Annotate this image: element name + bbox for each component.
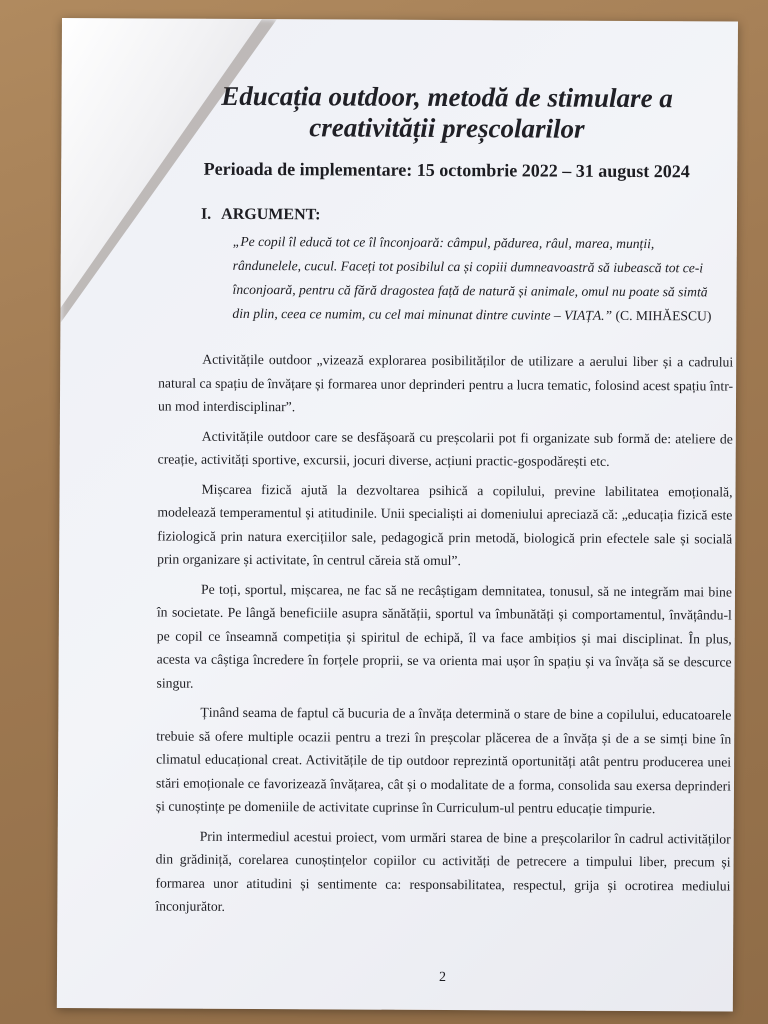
quote-text: „Pe copil îl educă tot ce îl înconjoară: câmpul, pădurea, râul, marea, munții, rândunelele, cucul. Faceți tot posibilul ca și copiii dumneavoastră să iubească tot ce-i înconjoară, pentru că fără dragostea față de natură și animale, omul nu poate să simtă din plin, ceea ce numim, cu cel mai minunat dintre cuvinte – VIAȚA.” xyxy=(232,233,708,323)
quote-attribution: (C. MIHĂESCU) xyxy=(615,307,712,324)
page-content xyxy=(155,80,734,986)
title-line-1: Educația outdoor, metodă de stimulare a xyxy=(221,80,673,114)
section-heading xyxy=(201,206,734,227)
title-line-2: creativității preșcolarilor xyxy=(309,112,585,144)
body-paragraph: Prin intermediul acestui proiect, vom urmări starea de bine a preșcolarilor în cadrul activităților din grădiniță, corelarea cunoștințelor copiilor cu activități de petrecere a timpului liber, precum și formarea unor atitudini și sentimente ca: responsabilitatea, respectul, grija și ocrotirea mediului înconjurător. xyxy=(155,828,731,914)
section-title: ARGUMENT: xyxy=(221,205,321,224)
document-title xyxy=(159,81,734,146)
motto-quote xyxy=(232,230,712,329)
document-page xyxy=(57,18,738,1012)
page-number: 2 xyxy=(438,969,447,986)
body-paragraph: Pe toți, sportul, mișcarea, ne fac să ne recâștigam demnitatea, tonusul, să ne integrăm mai bine în societate. Pe lângă beneficiile asupra sănătății, sportul va îmbunătăți și comportamentul, învățându-l pe copil ce înseamnă competiția și spiritul de echipă, îl va face ambițios și mai disciplinat. În plus, acesta va câștiga încredere în forțele proprii, se va orienta mai ușor în spațiu și va învăța să se descurce singur. xyxy=(156,581,733,691)
section-number: I. xyxy=(200,205,212,223)
body-paragraph: Activitățile outdoor care se desfășoară cu preșcolarii pot fi organizate sub formă de: ateliere de creație, activități sportive, excursii, jocuri diverse, acțiuni practic-gospodărești etc. xyxy=(157,428,733,469)
body-paragraph: Mișcarea fizică ajută la dezvoltarea psihică a copilului, previne labilitatea emoțională, modelează temperamentul și atitudinile. Unii specialiști ai domeniului apreciază că: „educația fizică este fiziologică prin natura exercițiilor sale, pedagogică prin metodă, biologică prin efectele sale și socială prin organizare și activitate, în centrul căreia stă omul”. xyxy=(157,481,733,569)
implementation-period: Perioada de implementare: 15 octombrie 2022 – 31 august 2024 xyxy=(203,158,690,182)
body-paragraph: Activitățile outdoor „vizează explorarea posibilităților de utilizare a aerului liber și a cadrului natural ca spațiu de învățare și formarea unor deprinderi pentru a lucra tematic, folosind acest spațiu într-un mod interdisciplinar”. xyxy=(157,351,734,415)
body-paragraph: Ținând seama de faptul că bucuria de a învăța determină o stare de bine a copilului, educatoarele trebuie să ofere multiple ocazii pentru a trezi în preșcolar plăcerea de a învăța și de a se simți bine în climatul educațional creat. Activitățile de tip outdoor reprezintă oportunități atât pentru producerea unei stări emoționale ce favorizează învățarea, cât și o modalitate de a forma, consolida sau exersa deprinderi și cunoștințe pe domeniile de activitate cuprinse în Curriculum-ul pentru educație timpurie. xyxy=(155,704,732,817)
